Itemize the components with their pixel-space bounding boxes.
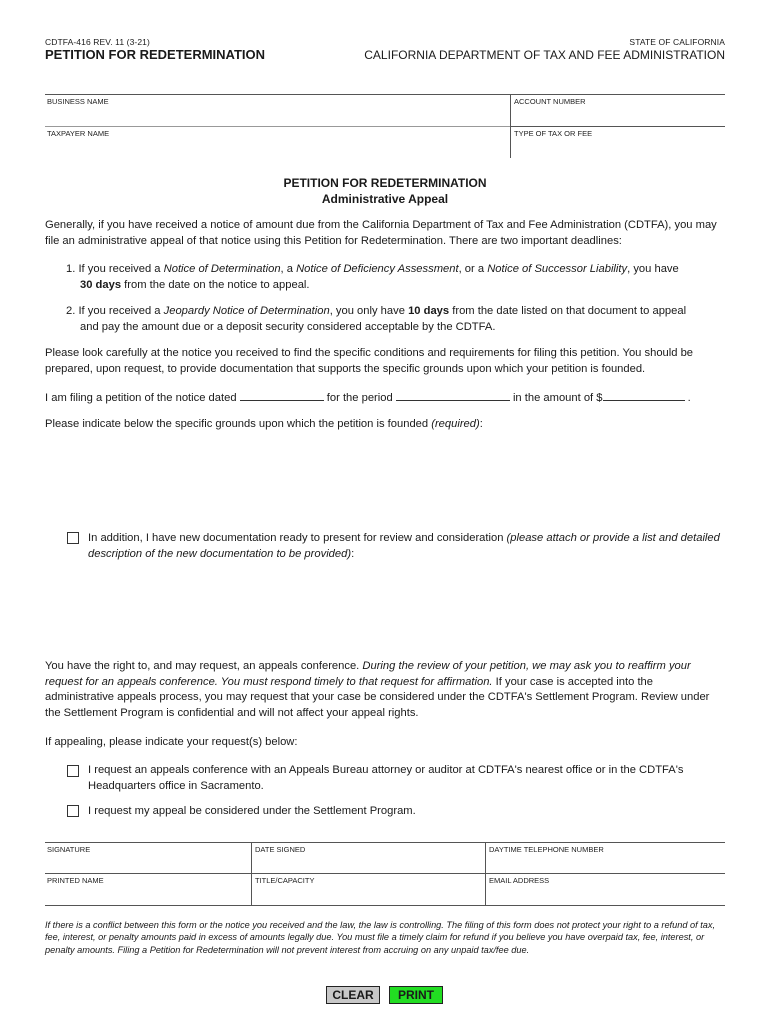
- account-number-label: ACCOUNT NUMBER: [514, 97, 586, 106]
- legal-footer: If there is a conflict between this form or the notice you received and the law, the law is controlling. The filing of this form does not protect your right to a refund of tax, fee, interest, or penalty amounts paid in excess of amounts legally due. You must file a timely claim for refund if you believe you have overpaid tax, fee, interest, or penalty amounts. Filing a Petition for Redetermination will not prevent interest from accruing on any unpaid tax/fee due.: [45, 920, 716, 955]
- date-signed-label: DATE SIGNED: [255, 845, 306, 854]
- account-number-field[interactable]: [512, 106, 724, 124]
- new-documentation-textarea[interactable]: [86, 566, 726, 652]
- period-field[interactable]: [396, 389, 510, 401]
- printed-name-label: PRINTED NAME: [47, 876, 104, 885]
- section-title: PETITION FOR REDETERMINATION: [283, 176, 487, 190]
- deadline-item-1: 1. If you received a Notice of Determination, a Notice of Deficiency Assessment, or a Notice of Successor Liability, you have 30 days from the date on the notice to appeal.: [66, 263, 679, 291]
- email-label: EMAIL ADDRESS: [489, 876, 550, 885]
- intro-paragraph: Generally, if you have received a notice of amount due from the California Department of Tax and Fee Administration (CDTFA), you may file an administrative appeal of that notice using this Petition for Redetermination. There are two important deadlines:: [45, 219, 717, 247]
- title-capacity-label: TITLE/CAPACITY: [255, 876, 315, 885]
- bottom-grid-line-1: [45, 842, 725, 843]
- type-of-tax-field[interactable]: [512, 138, 724, 156]
- type-of-tax-label: TYPE OF TAX OR FEE: [514, 129, 593, 138]
- top-grid-divider: [510, 94, 511, 158]
- appealing-instruction: If appealing, please indicate your request(s) below:: [45, 736, 298, 748]
- filing-line: I am filing a petition of the notice dated for the period in the amount of $ .: [45, 389, 735, 407]
- deadline-item-2: 2. If you received a Jeopardy Notice of Determination, you only have 10 days from the date listed on that document to appeal and pay the amount due or a deposit security considered acceptable by the CDTFA.: [66, 305, 687, 333]
- printed-name-field[interactable]: [45, 885, 249, 903]
- signature-field[interactable]: [45, 854, 249, 872]
- print-button[interactable]: PRINT: [389, 986, 443, 1004]
- form-code: CDTFA-416 REV. 11 (3-21): [45, 37, 150, 47]
- business-name-field[interactable]: [45, 106, 507, 124]
- email-field[interactable]: [487, 885, 724, 903]
- new-documentation-checkbox[interactable]: [67, 532, 79, 544]
- phone-field[interactable]: [487, 854, 724, 872]
- appeals-conference-checkbox[interactable]: [67, 765, 79, 777]
- bottom-grid-divider-2: [485, 842, 486, 905]
- top-grid-line-1: [45, 94, 725, 95]
- new-documentation-text: In addition, I have new documentation ready to present for review and consideration (please attach or provide a list and detailed description of the new documentation to be provided):: [88, 532, 720, 560]
- title-capacity-field[interactable]: [253, 885, 483, 903]
- state-label: STATE OF CALIFORNIA: [629, 37, 725, 47]
- taxpayer-name-field[interactable]: [45, 138, 507, 156]
- phone-label: DAYTIME TELEPHONE NUMBER: [489, 845, 604, 854]
- notice-date-field[interactable]: [240, 389, 324, 401]
- section-subtitle: Administrative Appeal: [321, 192, 449, 206]
- top-grid-line-2: [510, 126, 725, 127]
- grounds-label: Please indicate below the specific grounds upon which the petition is founded (required):: [45, 418, 483, 430]
- signature-label: SIGNATURE: [47, 845, 91, 854]
- appeals-conference-text: I request an appeals conference with an Appeals Bureau attorney or auditor at CDTFA's nearest office or in the CDTFA's Headquarters office in Sacramento.: [88, 764, 684, 792]
- bottom-grid-line-2: [45, 873, 725, 874]
- agency-name: CALIFORNIA DEPARTMENT OF TAX AND FEE ADMINISTRATION: [364, 48, 725, 62]
- bottom-grid-line-3: [45, 905, 725, 906]
- business-name-label: BUSINESS NAME: [47, 97, 109, 106]
- grounds-textarea[interactable]: [45, 436, 725, 524]
- settlement-program-text: I request my appeal be considered under the Settlement Program.: [88, 805, 416, 817]
- look-carefully-paragraph: Please look carefully at the notice you received to find the specific conditions and requirements for filing this petition. You should be prepared, upon request, to provide documentation that supports the specific grounds upon which your petition is founded.: [45, 347, 694, 375]
- clear-button[interactable]: CLEAR: [326, 986, 380, 1004]
- amount-field[interactable]: [603, 389, 685, 401]
- top-grid-line-2b: [45, 126, 510, 127]
- form-title: PETITION FOR REDETERMINATION: [45, 47, 266, 62]
- taxpayer-name-label: TAXPAYER NAME: [47, 129, 110, 138]
- date-signed-field[interactable]: [253, 854, 483, 872]
- bottom-grid-divider-1: [251, 842, 252, 905]
- settlement-program-checkbox[interactable]: [67, 805, 79, 817]
- appeal-rights-paragraph: You have the right to, and may request, an appeals conference. During the review of your petition, we may ask you to reaffirm your request for an appeals conference. You must respond timely to that request for affirmation. If your case is accepted into the administrative appeals process, you may request that your case be considered under the CDTFA's Settlement Program. Review under the Settlement Program is confidential and will not affect your appeal rights.: [45, 660, 710, 719]
